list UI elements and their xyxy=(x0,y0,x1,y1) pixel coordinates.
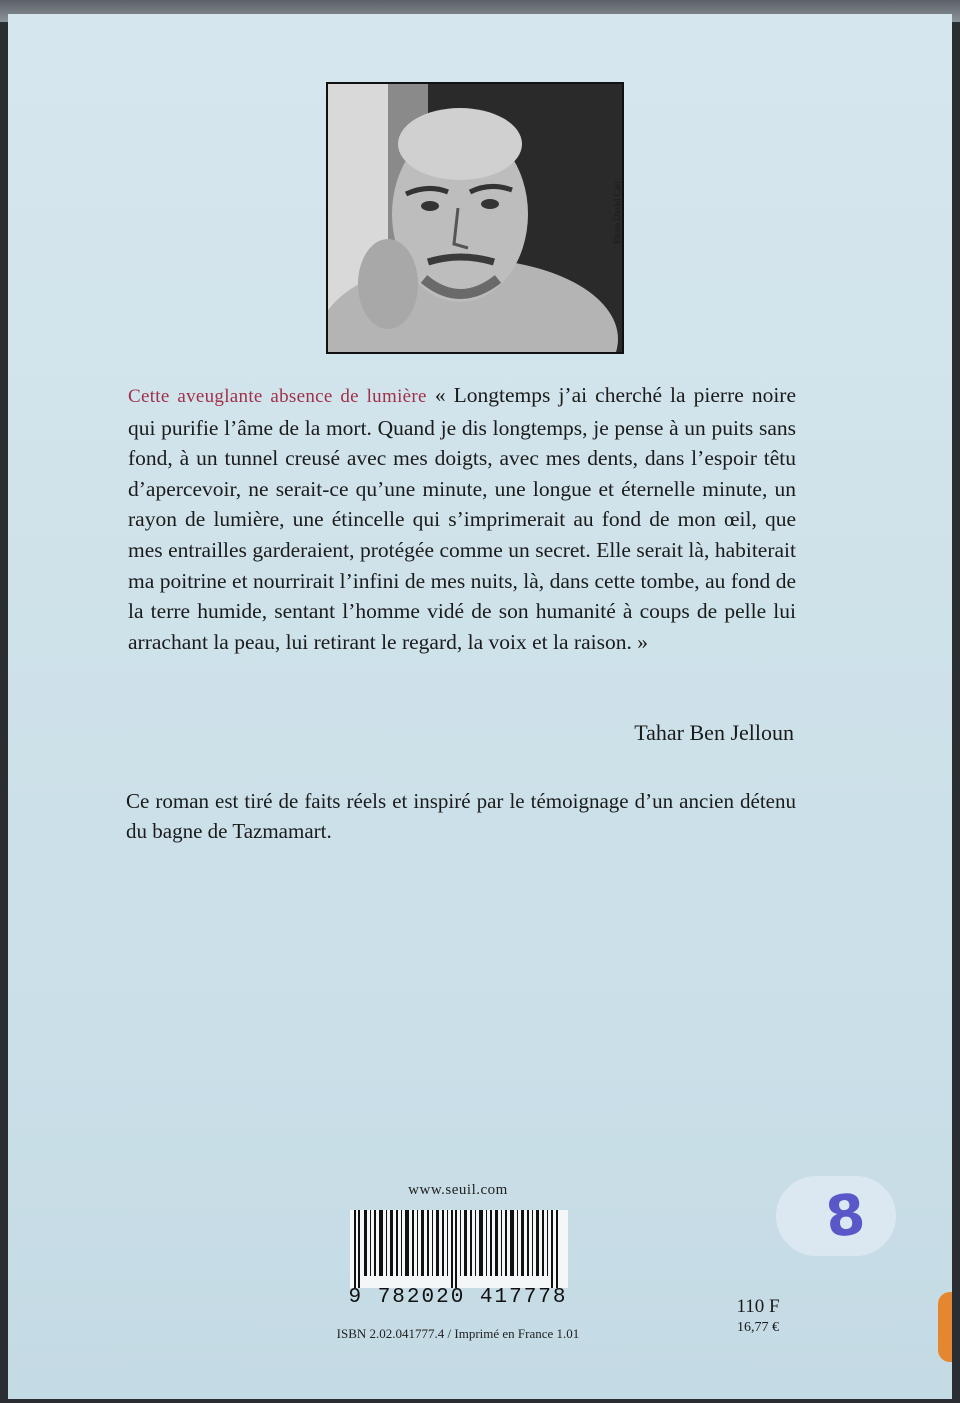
isbn-line: ISBN 2.02.041777.4 / Imprimé en France 1.01 xyxy=(336,1326,580,1341)
book-back-cover xyxy=(8,14,952,1399)
barcode xyxy=(350,1210,568,1288)
blurb-lead-title: Cette aveuglante absence de lumière xyxy=(128,386,427,407)
author-photo xyxy=(326,82,624,354)
novel-note: Ce roman est tiré de faits réels et inspiré par le témoignage d’un ancien détenu du bagne de Tazmamart. xyxy=(126,789,796,843)
price-euros: 16,77 € xyxy=(737,1320,779,1335)
publisher-website: www.seuil.com xyxy=(408,1182,508,1198)
back-cover-blurb xyxy=(128,380,796,657)
author-name: Tahar Ben Jelloun xyxy=(634,720,794,745)
blurb-quote: « Longtemps j’ai cherché la pierre noire qui purifie l’âme de la mort. Quand je dis longtemps, je pense à un puits sans fond, à un tunnel creusé avec mes doigts, avec mes dents, dans l’espoir têtu d’apercevoir, ne serait-ce qu’une minute, une longue et éternelle minute, un rayon de lumière, une étincelle qui s’imprimerait au fond de mon œil, que mes entrailles garderaient, protégée comme un secret. Elle serait là, habiterait ma poitrine et nourrirait l’infini de mes nuits, là, dans cette tombe, au fond de la terre humide, sentant l’homme vidé de son humanité à coups de pelle lui arrachant la peau, lui retirant le regard, la voix et la raison. » xyxy=(128,383,797,654)
photo-credit: Photo David Carr xyxy=(612,180,622,244)
barcode-number: 9 782020 417778 xyxy=(348,1286,568,1309)
price-francs: 110 F xyxy=(736,1296,780,1317)
orange-edge-tab xyxy=(938,1292,952,1362)
handwritten-number: 8 xyxy=(822,1182,869,1251)
